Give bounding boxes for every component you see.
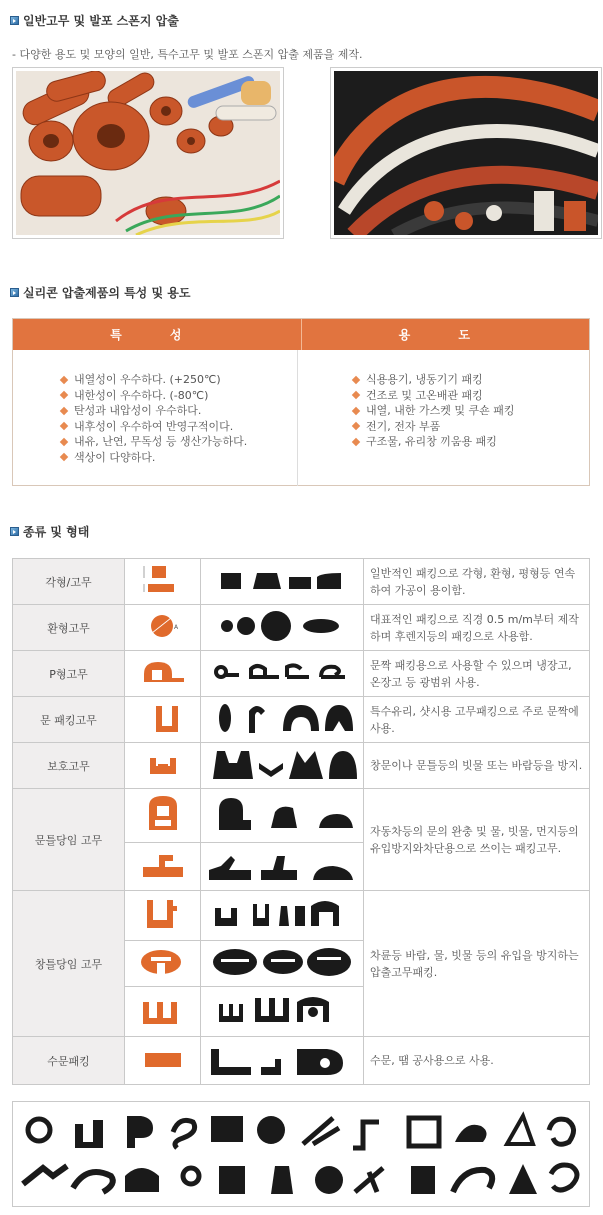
type-desc: 자동차등의 문의 완충 및 물, 빗물, 먼지등의 유입방지와차단용으로 쓰이는 패킹고무. — [364, 789, 590, 891]
type-desc: 창문이나 문틀등의 빗물 또는 바람등을 방지. — [364, 743, 590, 789]
arrow-bullet-icon — [10, 16, 19, 25]
door-packing-shapes — [201, 697, 364, 743]
table-row — [13, 697, 590, 743]
door-frame-shapes-2 — [201, 843, 364, 891]
type-desc: 문짝 패킹용으로 사용할 수 있으며 냉장고, 온장고 등 광범위 사용. — [364, 651, 590, 697]
table-row — [13, 891, 590, 941]
window-frame-diagram-1 — [125, 891, 201, 941]
table-row — [13, 789, 590, 843]
photo-rubber-profiles — [330, 67, 602, 239]
arrow-bullet-icon — [10, 527, 19, 536]
header-uses: 용 도 — [302, 319, 590, 350]
protection-rubber-shapes — [201, 743, 364, 789]
door-frame-diagram-2 — [125, 843, 201, 891]
type-desc: 수문, 땜 공사용으로 사용. — [364, 1037, 590, 1085]
list-item: 내유, 난연, 무독성 등 생산가능하다. — [61, 434, 297, 450]
type-name: 문틀당임 고무 — [13, 789, 125, 891]
table-row — [13, 651, 590, 697]
square-profile-shapes — [201, 559, 364, 605]
type-name: 수문패킹 — [13, 1037, 125, 1085]
type-desc: 대표적인 패킹으로 직경 0.5 m/m부터 제작하며 후렌지등의 패킹으로 사용함. — [364, 605, 590, 651]
type-desc: 일반적인 패킹으로 각형, 환형, 평형등 연속하여 가공이 용이함. — [364, 559, 590, 605]
header-characteristics: 특 성 — [13, 319, 302, 350]
diamond-bullet-icon — [60, 453, 68, 461]
types-table — [12, 558, 590, 1085]
section-title-silicone: 실리콘 압출제품의 특성 및 용도 — [10, 284, 190, 301]
type-name: P형고무 — [13, 651, 125, 697]
profile-gallery — [12, 1101, 590, 1207]
list-item: 색상이 다양하다. — [61, 450, 297, 466]
diamond-bullet-icon — [60, 407, 68, 415]
type-desc: 특수유리, 샷시용 고무패킹으로 주로 문짝에 사용. — [364, 697, 590, 743]
p-profile-diagram — [125, 651, 201, 697]
sluice-packing-diagram — [125, 1037, 201, 1085]
diamond-bullet-icon — [60, 438, 68, 446]
list-item: 내열성이 우수하다. (+250℃) — [61, 372, 297, 388]
diamond-bullet-icon — [352, 422, 360, 430]
diamond-bullet-icon — [352, 376, 360, 384]
list-item: 구조물, 유리창 끼움용 패킹 — [353, 434, 589, 450]
window-frame-shapes-3 — [201, 987, 364, 1037]
type-name: 창틀당임 고무 — [13, 891, 125, 1037]
diamond-bullet-icon — [352, 391, 360, 399]
characteristics-list — [13, 350, 298, 486]
p-profile-shapes — [201, 651, 364, 697]
door-packing-diagram — [125, 697, 201, 743]
square-profile-diagram — [125, 559, 201, 605]
round-profile-shapes — [201, 605, 364, 651]
type-desc: 차륜등 바람, 물, 빗물 등의 유입을 방지하는 압출고무패킹. — [364, 891, 590, 1037]
type-name: 보호고무 — [13, 743, 125, 789]
list-item: 건조로 및 고온배관 패킹 — [353, 388, 589, 404]
list-item: 탄성과 내압성이 우수하다. — [61, 403, 297, 419]
list-item: 내한성이 우수하다. (-80℃) — [61, 388, 297, 404]
sluice-packing-shapes — [201, 1037, 364, 1085]
door-frame-diagram-1 — [125, 789, 201, 843]
list-item: 내열, 내한 가스켓 및 쿠숀 패킹 — [353, 403, 589, 419]
protection-rubber-diagram — [125, 743, 201, 789]
table-row — [13, 1037, 590, 1085]
type-name: 환형고무 — [13, 605, 125, 651]
intro-text: - 다양한 용도 및 모양의 일반, 특수고무 및 발포 스폰지 압출 제품을 제작. — [12, 48, 363, 61]
window-frame-shapes-1 — [201, 891, 364, 941]
type-name: 문 패킹고무 — [13, 697, 125, 743]
table-row — [13, 743, 590, 789]
arrow-bullet-icon — [10, 288, 19, 297]
diamond-bullet-icon — [352, 438, 360, 446]
uses-list — [298, 350, 589, 486]
table-row — [13, 559, 590, 605]
table-row — [13, 605, 590, 651]
window-frame-diagram-2 — [125, 941, 201, 987]
diamond-bullet-icon — [60, 376, 68, 384]
list-item: 전기, 전자 부품 — [353, 419, 589, 435]
door-frame-shapes-1 — [201, 789, 364, 843]
diamond-bullet-icon — [60, 422, 68, 430]
window-frame-shapes-2 — [201, 941, 364, 987]
window-frame-diagram-3 — [125, 987, 201, 1037]
round-profile-diagram — [125, 605, 201, 651]
diamond-bullet-icon — [352, 407, 360, 415]
list-item: 내후성이 우수하여 반영구적이다. — [61, 419, 297, 435]
svg-text:A: A — [173, 624, 178, 631]
diamond-bullet-icon — [60, 391, 68, 399]
characteristics-table — [12, 318, 590, 486]
section-title-types: 종류 및 형태 — [10, 523, 89, 540]
list-item: 식용용기, 냉동기기 패킹 — [353, 372, 589, 388]
type-name: 각형/고무 — [13, 559, 125, 605]
section-title-general-rubber: 일반고무 및 발포 스폰지 압출 — [10, 12, 179, 29]
photo-rubber-tubes — [12, 67, 284, 239]
